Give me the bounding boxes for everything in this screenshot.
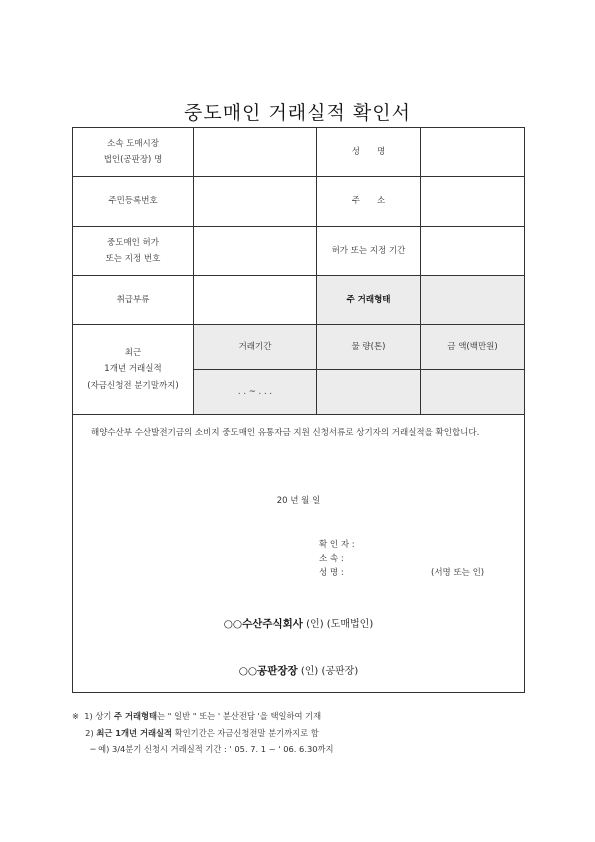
license-number-field[interactable] (194, 227, 317, 276)
item-category-label: 취급부류 (73, 276, 194, 325)
license-period-label: 허가 또는 지정 기간 (317, 227, 421, 276)
footnote-text: 2) (72, 727, 97, 738)
label-line: 최근 (124, 348, 142, 359)
company-auction (73, 662, 524, 682)
company-wholesale-name: ○○수산주식회사 (223, 618, 303, 630)
market-corp-name-label (73, 128, 194, 177)
footnote-text: 확인기간은 자금신청전말 분기까지로 함 (172, 727, 319, 738)
resident-number-label: 주민등록번호 (73, 177, 194, 227)
company-auction-suffix: (인) (공판장) (297, 666, 359, 677)
trade-type-label: 주 거래형태 (317, 276, 421, 325)
resident-number-field[interactable] (194, 177, 317, 227)
confirmer-label: 확 인 자 : (319, 540, 355, 550)
item-category-field[interactable] (194, 276, 317, 325)
footnote-text: 는 " 일반 " 또는 ' 분산전담 '을 택일하여 기재 (157, 711, 322, 721)
footnote-bold: 주 거래형태 (114, 711, 158, 721)
footnote-2 (72, 725, 334, 742)
market-corp-name-field[interactable] (194, 128, 317, 177)
footnote-bold: 최근 1개년 거래실적 (96, 727, 173, 738)
amount-field[interactable] (421, 370, 525, 415)
label-line: 중도매인 허가 (107, 237, 159, 248)
label-line: 1개년 거래실적 (104, 364, 162, 375)
footnote-1 (72, 708, 334, 725)
label-line: 또는 지정 번호 (105, 254, 161, 264)
label-line: 소속 도매시장 (107, 138, 159, 149)
company-wholesale (73, 615, 524, 635)
trade-period-field[interactable]: . . ~ . . . (194, 370, 317, 415)
footnote-3: ─ 예) 3/4분기 신청시 거래실적 기간 : ' 05. 7. 1 ~ ' 06. 6.30까지 (72, 744, 334, 755)
confirmation-form-table (72, 127, 525, 693)
affiliation-label: 소 속 : (319, 554, 344, 564)
license-period-field[interactable] (421, 227, 525, 276)
name-label: 성 명 (317, 128, 421, 177)
date-line[interactable]: 20 년 월 일 (276, 496, 321, 506)
quantity-field[interactable] (317, 370, 421, 415)
footnote-text: ※ 1) 상기 (72, 711, 115, 721)
address-label: 주 소 (317, 177, 421, 227)
signature-note: (서명 또는 인) (431, 568, 485, 578)
confirmer-name-label: 성 명 : (319, 568, 344, 578)
recent-performance-label (73, 325, 194, 415)
footnotes (72, 708, 334, 758)
company-auction-name: ○○공판장장 (238, 665, 298, 677)
license-number-label (73, 227, 194, 276)
trade-type-field[interactable] (421, 276, 525, 325)
name-field[interactable] (421, 128, 525, 177)
trade-period-header: 거래기간 (194, 325, 317, 370)
confirmation-body (73, 415, 525, 693)
document-title: 중도매인 거래실적 확인서 (184, 102, 411, 124)
address-field[interactable] (421, 177, 525, 227)
company-wholesale-suffix: (인) (도매법인) (302, 619, 374, 630)
amount-header: 금 액(백만원) (421, 325, 525, 370)
confirmation-paragraph: 해양수산부 수산발전기금의 소비지 중도매인 유통자금 지원 신청서류로 상기자의 거래실적을 확인합니다. (91, 428, 480, 438)
quantity-header: 물 량(톤) (317, 325, 421, 370)
label-line: (자금신청전 분기말까지) (87, 380, 179, 391)
label-line: 법인(공판장) 명 (103, 155, 163, 165)
